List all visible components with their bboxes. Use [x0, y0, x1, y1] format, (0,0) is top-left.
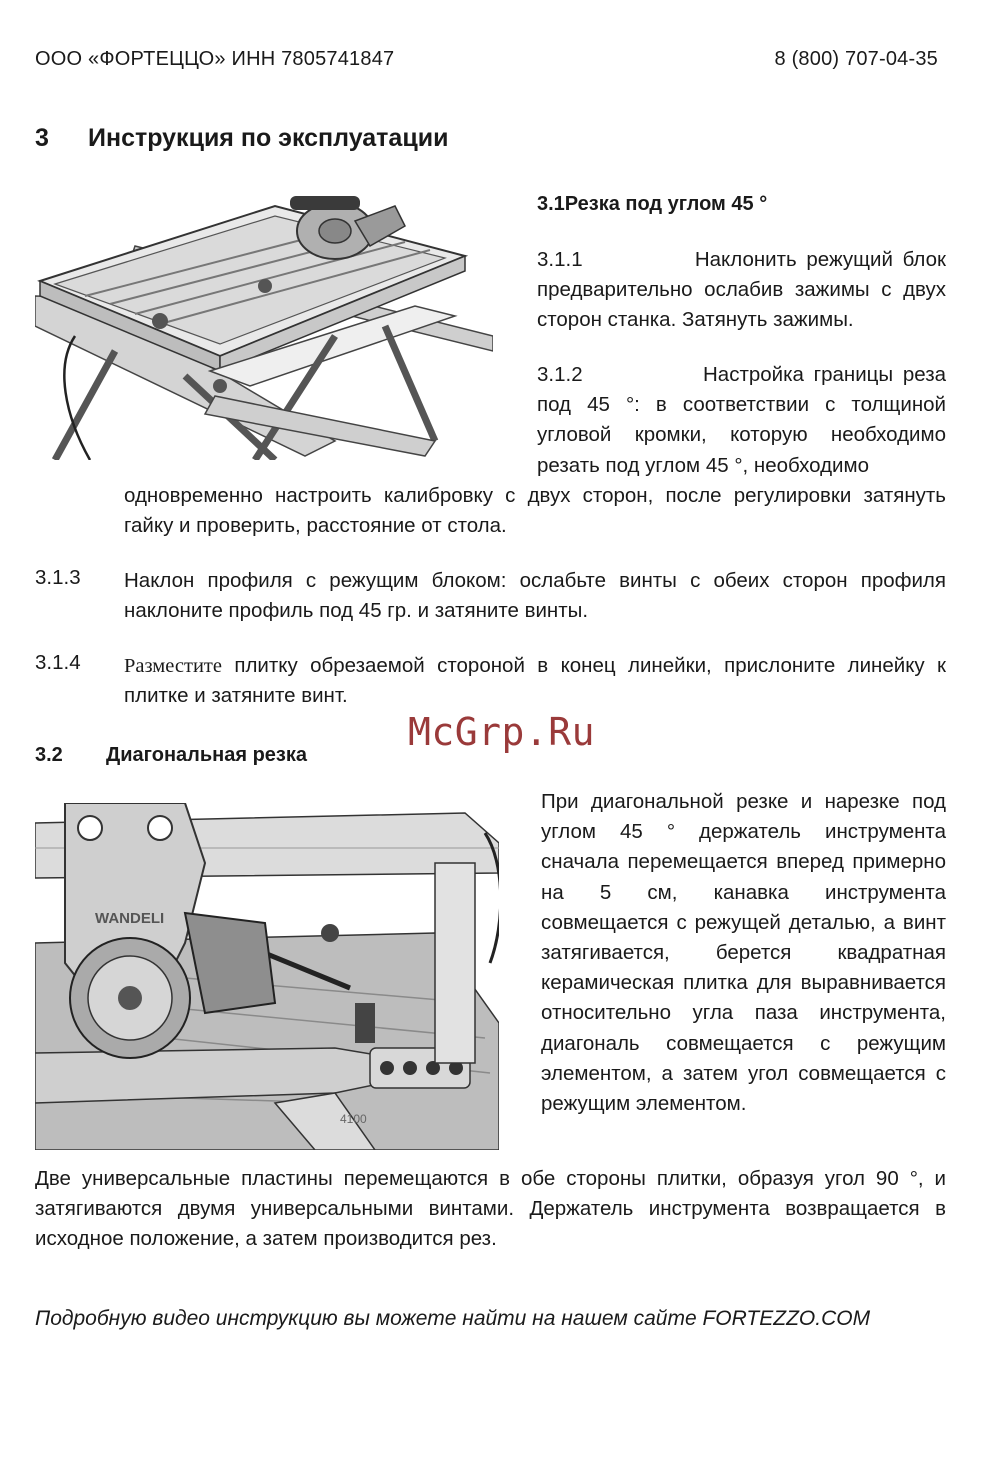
- item-3-1-1: [537, 245, 946, 336]
- item-3-1-1-first-line: Наклонить режущий блок: [694, 248, 946, 271]
- subsection-3-2-text: При диагональной резке и нарезке под углом 45 ° держатель инструмента сначала перемещается вперед примерно на 5 см, канавка инструмента совмещается с режущей деталью, а винт затягивается, берется квадратная керамическая плитка для выравнивается относительно угла паза инструмента, диагональ совмещается с режущим элементом, а затем угол совмещается с режущим элементом.: [541, 790, 946, 1116]
- item-3-1-2-first-line: Настройка границы реза: [703, 363, 946, 386]
- item-3-1-4-text: [124, 651, 946, 711]
- section-heading: [35, 124, 448, 153]
- item-3-1-2-text: под 45 °: в соответствии с толщиной угловой кромки, которую необходимо резать под углом 45 °, необходимо: [537, 393, 946, 477]
- item-3-1-2-continuation: одновременно настроить калибровку с двух сторон, после регулировки затянуть гайку и проверить, расстояние от стола.: [124, 484, 946, 538]
- company-info: ООО «ФОРТЕЦЦО» ИНН 7805741847: [35, 48, 395, 70]
- subsection-3-2-continuation: Две универсальные пластины перемещаются в обе стороны плитки, образуя угол 90 °, и затягиваются двумя универсальными винтами. Держатель инструмента возвращается в исходное положение, а затем производится рез.: [35, 1167, 946, 1251]
- item-3-1-1-number: 3.1.1: [537, 248, 583, 271]
- subsection-3-1-title: 3.1Резка под углом 45 °: [537, 193, 768, 215]
- item-3-1-3-number: 3.1.3: [35, 566, 81, 589]
- video-instruction-note: Подробную видео инструкцию вы можете найти на нашем сайте FORTEZZO.COM: [35, 1307, 871, 1330]
- item-3-1-2-number: 3.1.2: [537, 363, 583, 386]
- code-label: 4100: [340, 1112, 367, 1126]
- diagonal-cut-illustration: [35, 803, 499, 1150]
- item-3-1-1-text: предварительно ослабив зажимы с двух сторон станка. Затянуть зажимы.: [537, 278, 946, 332]
- section-title: Инструкция по эксплуатации: [88, 124, 449, 152]
- subsection-3-2-heading: [35, 744, 307, 767]
- subsection-3-2-number: 3.2: [35, 744, 63, 766]
- tile-cutter-illustration: [35, 186, 493, 460]
- item-3-1-2: [537, 360, 946, 481]
- item-3-1-4-number: 3.1.4: [35, 651, 81, 674]
- item-3-1-3-text: Наклон профиля с режущим блоком: ослабьте винты с обеих сторон профиля наклоните профиль под 45 гр. и затяните винты.: [124, 569, 946, 623]
- watermark: McGrp.Ru: [408, 710, 596, 754]
- section-number: 3: [35, 124, 49, 152]
- brand-label: WANDELI: [95, 910, 165, 927]
- item-3-1-4-first-word: Разместите: [124, 655, 222, 677]
- phone-number: 8 (800) 707-04-35: [774, 48, 938, 70]
- subsection-3-2-title: Диагональная резка: [106, 744, 307, 766]
- item-3-1-4-rest: плитку обрезаемой стороной в конец линейки, прислоните линейку к плитке и затяните винт.: [124, 654, 946, 708]
